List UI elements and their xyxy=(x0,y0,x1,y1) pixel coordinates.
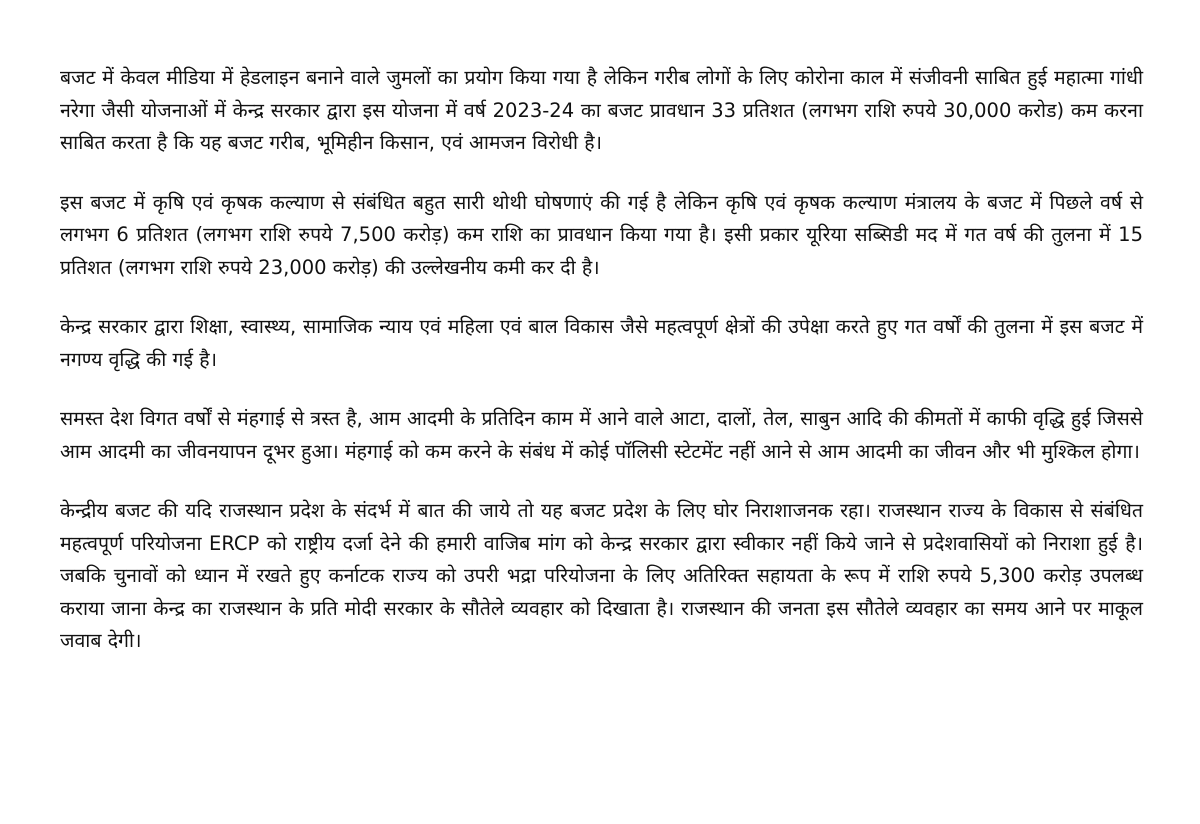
paragraph-rajasthan: केन्द्रीय बजट की यदि राजस्थान प्रदेश के संदर्भ में बात की जाये तो यह बजट प्रदेश के लिए घोर निराशाजनक रहा। राजस्थान राज्य के विकास से संबंधित महत्वपूर्ण परियोजना ERCP को राष्ट्रीय दर्जा देने की हमारी वाजिब मांग को केन्द्र सरकार द्वारा स्वीकार नहीं किये जाने से प्रदेशवासियों को निराशा हुई है। जबकि चुनावों को ध्यान में रखते हुए कर्नाटक राज्य को उपरी भद्रा परियोजना के लिए अतिरिक्त सहायता के रूप में राशि रुपये 5,300 करोड़ उपलब्ध कराया जाना केन्द्र का राजस्थान के प्रति मोदी सरकार के सौतेले व्यवहार को दिखाता है। राजस्थान की जनता इस सौतेले व्यवहार का समय आने पर माकूल जवाब देगी। xyxy=(60,499,1143,652)
paragraph-mgnrega: बजट में केवल मीडिया में हेडलाइन बनाने वाले जुमलों का प्रयोग किया गया है लेकिन गरीब लोगों के लिए कोरोना काल में संजीवनी साबित हुई महात्मा गांधी नरेगा जैसी योजनाओं में केन्द्र सरकार द्वारा इस योजना में वर्ष 2023-24 का बजट प्रावधान 33 प्रतिशत (लगभग राशि रुपये 30,000 करोड) कम करना साबित करता है कि यह बजट गरीब, भूमिहीन किसान, एवं आमजन विरोधी है। xyxy=(60,66,1143,154)
document-body xyxy=(60,62,1143,685)
paragraph-inflation: समस्त देश विगत वर्षों से मंहगाई से त्रस्त है, आम आदमी के प्रतिदिन काम में आने वाले आटा, दालों, तेल, साबुन आदि की कीमतों में काफी वृद्धि हुई जिससे आम आदमी का जीवनयापन दूभर हुआ। मंहगाई को कम करने के संबंध में कोई पॉलिसी स्टेटमेंट नहीं आने से आम आदमी का जीवन और भी मुश्किल होगा। xyxy=(60,407,1143,463)
paragraph-agriculture: इस बजट में कृषि एवं कृषक कल्याण से संबंधित बहुत सारी थोथी घोषणाएं की गई है लेकिन कृषि एवं कृषक कल्याण मंत्रालय के बजट में पिछले वर्ष से लगभग 6 प्रतिशत (लगभग राशि रुपये 7,500 करोड़) कम राशि का प्रावधान किया गया है। इसी प्रकार यूरिया सब्सिडी मद में गत वर्ष की तुलना में 15 प्रतिशत (लगभग राशि रुपये 23,000 करोड़) की उल्लेखनीय कमी कर दी है। xyxy=(60,190,1143,279)
paragraph-social-sectors: केन्द्र सरकार द्वारा शिक्षा, स्वास्थ्य, सामाजिक न्याय एवं महिला एवं बाल विकास जैसे महत्वपूर्ण क्षेत्रों की उपेक्षा करते हुए गत वर्षों की तुलना में इस बजट में नगण्य वृद्धि की गई है। xyxy=(60,315,1143,371)
